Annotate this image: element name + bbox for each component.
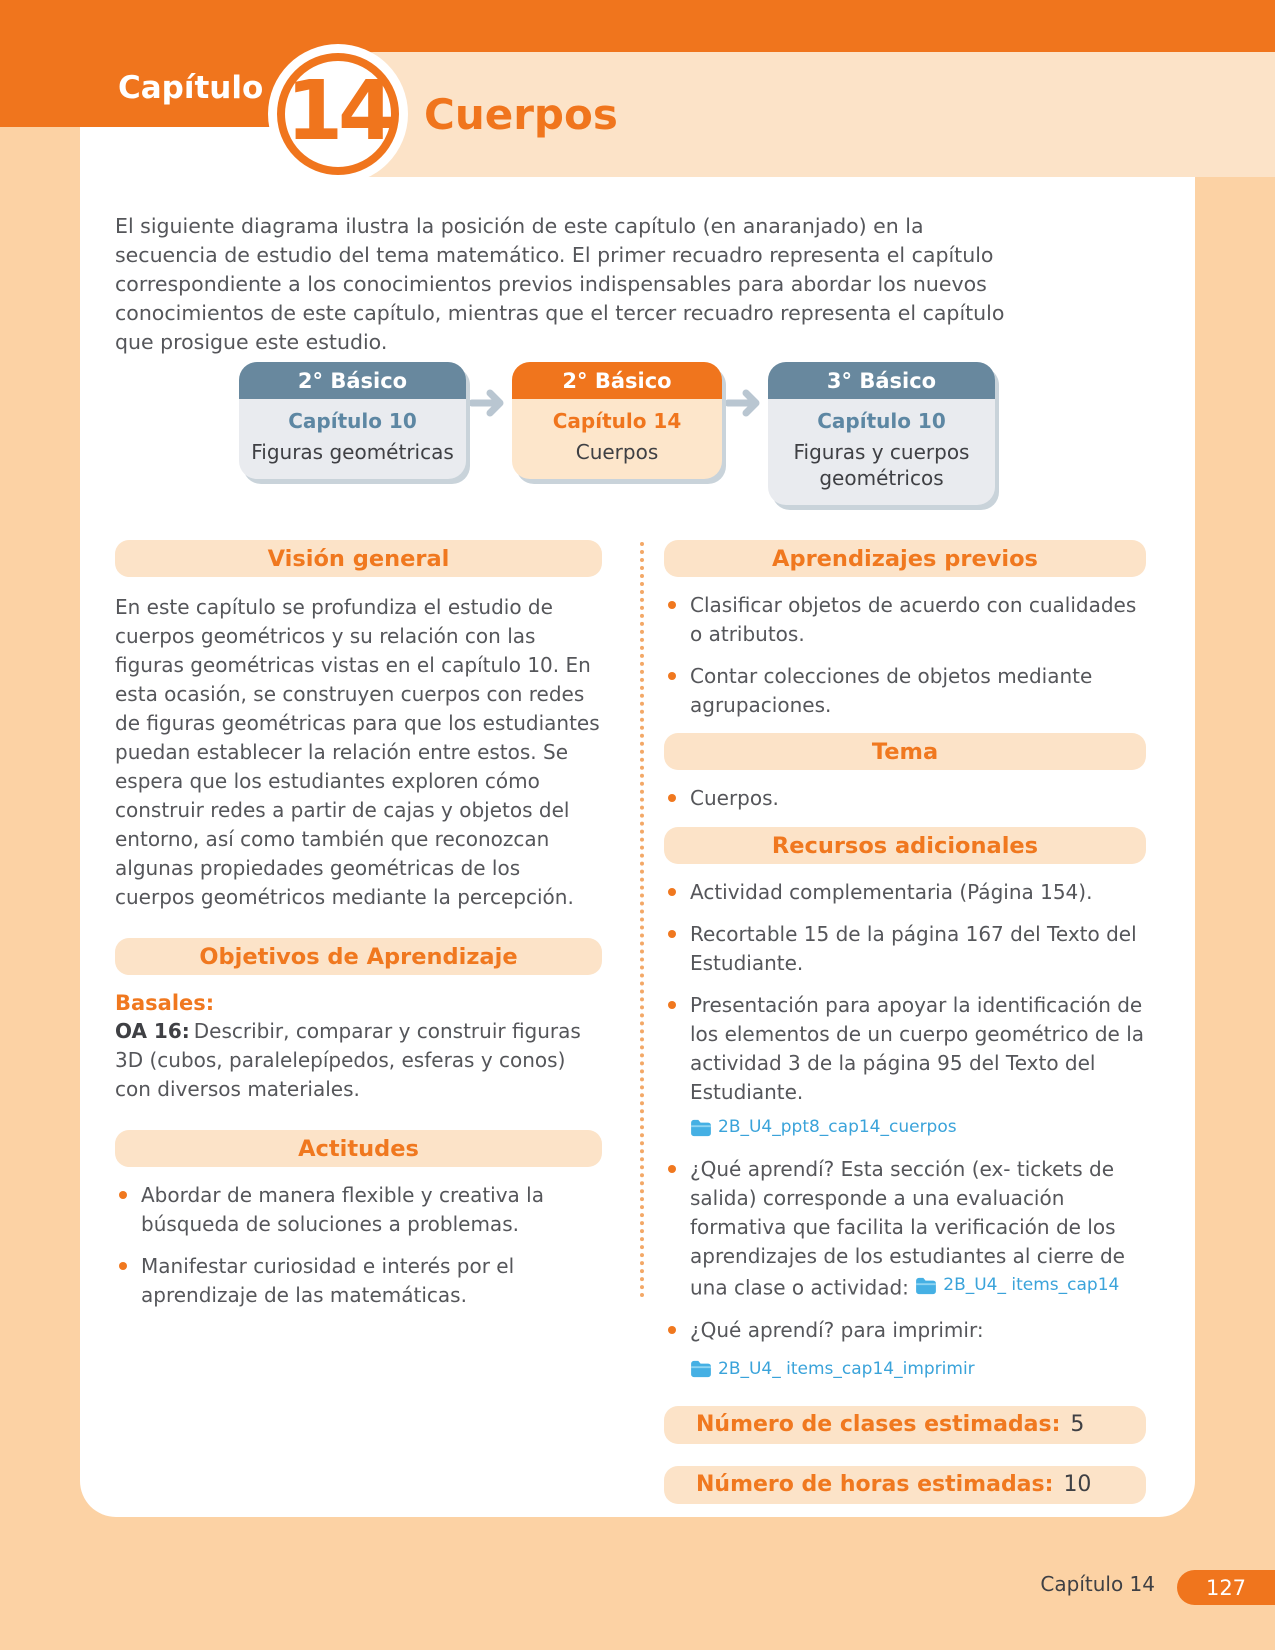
file-link[interactable]: 2B_U4_ppt8_cap14_cuerpos [690,1113,1146,1142]
oa-16-label: OA 16: [115,1019,190,1043]
folder-icon [690,1360,712,1378]
list-item: Actividad complementaria (Página 154). [664,878,1146,907]
sequence-box-grade: 3° Básico [768,362,995,399]
vision-general-body: En este capítulo se profundiza el estudio de cuerpos geométricos y su relación con las figuras geométricas vistas en el capítulo 10. En esta ocasión, se construyen cuerpos con redes de figuras geométricas para que los estudiantes puedan establecer la relación entre estos. Se espera que los estudiantes exploren cómo construir redes a partir de cajas y objetos del entorno, así como también que reconozcan algunas propiedades geométricas de los cuerpos geométricos mediante la percepción. [115,595,600,909]
section-header-tema: Tema [664,733,1146,770]
sequence-box-next [768,362,995,505]
chapter-number: 14 [285,64,391,159]
sequence-box-title: Cuerpos [575,440,659,464]
intro-paragraph: El siguiente diagrama ilustra la posición de este capítulo (en anaranjado) en la secuencia de estudio del tema matemático. El primer recuadro representa el capítulo correspondiente a los conocimientos previos indispensables para abordar los nuevos conocimientos de este capítulo, mientras que el tercer recuadro representa el capítulo que prosigue este estudio. [115,214,1005,354]
oa-16-text: OA 16: Describir, comparar y construir figuras 3D (cubos, paralelepípedos, esferas y conos) con diversos materiales. [115,1019,581,1101]
list-item: Contar colecciones de objetos mediante agrupaciones. [664,662,1146,720]
objetivos-subtitle: Basales: [115,991,215,1015]
sequence-box-previous [239,362,466,479]
arrow-right-icon [470,388,508,418]
footer-chapter-label: Capítulo 14 [1040,1572,1155,1596]
list-item: Recortable 15 de la página 167 del Texto del Estudiante. [664,920,1146,978]
numero-clases-label: Número de clases estimadas: [696,1412,1061,1437]
list-item: ¿Qué aprendí? Esta sección (ex- tickets de salida) corresponde a una evaluación formativa que facilita la verificación de los aprendizajes de los estudiantes al cierre de una clase o actividad: 2B_U4_ items_cap14 [664,1155,1146,1303]
bullet-icon [668,672,676,680]
section-header-actitudes: Actitudes [115,1130,602,1167]
list-item: Abordar de manera flexible y creativa la búsqueda de soluciones a problemas. [115,1181,602,1239]
bullet-icon [668,794,676,802]
section-header-vision-general: Visión general [115,540,602,577]
file-link[interactable]: 2B_U4_ items_cap14_imprimir [690,1355,984,1384]
left-column [115,540,602,1323]
bullet-icon [668,1165,676,1173]
aprendizajes-list [664,591,1146,720]
bullet-icon [668,930,676,938]
bullet-icon [668,1001,676,1009]
column-divider [640,542,644,1298]
list-item: Manifestar curiosidad e interés por el aprendizaje de las matemáticas. [115,1252,602,1310]
sequence-box-grade: 2° Básico [239,362,466,399]
sequence-box-chapter: Capítulo 10 [288,409,417,433]
numero-clases-band [664,1406,1146,1444]
recursos-list [664,878,1146,1384]
list-item: Cuerpos. [664,784,1146,813]
numero-horas-value: 10 [1063,1472,1092,1497]
bullet-icon [119,1191,127,1199]
chapter-label: Capítulo [118,70,264,106]
sequence-box-title: Figuras geométricas [251,440,454,464]
bullet-icon [668,1326,676,1334]
page-number-badge: 127 [1177,1570,1275,1605]
sequence-box-current [512,362,722,479]
right-column [664,540,1146,1504]
section-header-recursos-adicionales: Recursos adicionales [664,827,1146,864]
section-header-aprendizajes-previos: Aprendizajes previos [664,540,1146,577]
bullet-icon [668,601,676,609]
list-item: Presentación para apoyar la identificación de los elementos de un cuerpo geométrico de la actividad 3 de la página 95 del Texto del Estudiante. 2B_U4_ppt8_cap14_cuerpos [664,991,1146,1142]
chapter-number-circle [268,44,408,184]
arrow-right-icon [726,388,764,418]
sequence-box-title: Figuras y cuerpos geométricos [793,440,970,490]
numero-clases-value: 5 [1070,1412,1085,1437]
tema-list [664,784,1146,813]
bullet-icon [119,1262,127,1270]
bullet-icon [668,888,676,896]
sequence-box-grade: 2° Básico [512,362,722,399]
actitudes-list [115,1181,602,1310]
folder-icon [915,1277,937,1295]
list-item: ¿Qué aprendí? para imprimir: 2B_U4_ items_cap14_imprimir [664,1316,1146,1384]
numero-horas-label: Número de horas estimadas: [696,1472,1054,1497]
file-link[interactable]: 2B_U4_ items_cap14 [915,1271,1119,1300]
page-title: Cuerpos [424,90,618,139]
sequence-box-chapter: Capítulo 10 [817,409,946,433]
list-item: Clasificar objetos de acuerdo con cualidades o atributos. [664,591,1146,649]
sequence-box-chapter: Capítulo 14 [552,409,682,433]
sequence-diagram [239,362,995,505]
folder-icon [690,1119,712,1137]
numero-horas-band [664,1466,1146,1504]
section-header-objetivos: Objetivos de Aprendizaje [115,938,602,975]
